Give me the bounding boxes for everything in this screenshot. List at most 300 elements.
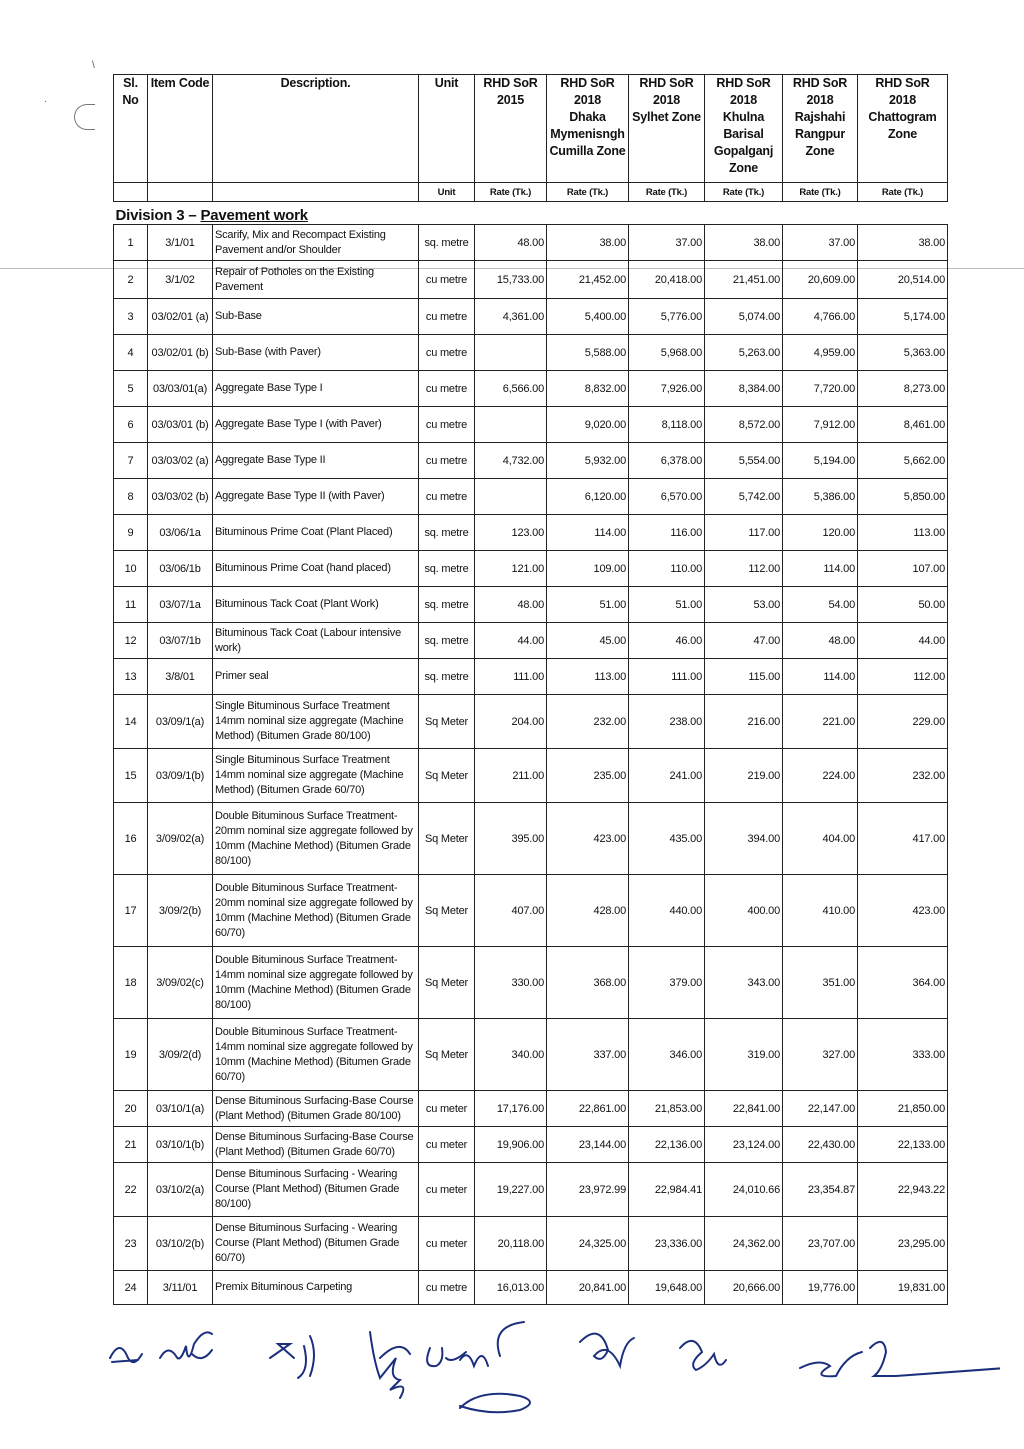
rate-rajshahi-cell: 7,720.00 [783, 371, 858, 407]
unit-cell: cu metre [419, 261, 475, 299]
rate-sylhet-cell: 6,570.00 [629, 479, 705, 515]
rate-2015-cell: 17,176.00 [475, 1091, 547, 1127]
rate-dhaka-cell: 21,452.00 [547, 261, 629, 299]
rate-sylhet-cell: 51.00 [629, 587, 705, 623]
rate-rajshahi-cell: 120.00 [783, 515, 858, 551]
description-cell: Dense Bituminous Surfacing-Base Course (Plant Method) (Bitumen Grade 60/70) [213, 1127, 419, 1163]
description-cell: Aggregate Base Type II [213, 443, 419, 479]
rate-chattogram-cell: 333.00 [858, 1019, 948, 1091]
rate-dhaka-cell: 8,832.00 [547, 371, 629, 407]
rate-rajshahi-cell: 54.00 [783, 587, 858, 623]
rate-sylhet-cell: 111.00 [629, 659, 705, 695]
rate-2015-cell: 211.00 [475, 749, 547, 803]
rate-dhaka-cell: 113.00 [547, 659, 629, 695]
rate-dhaka-cell: 23,144.00 [547, 1127, 629, 1163]
rate-khulna-cell: 216.00 [705, 695, 783, 749]
sl-no-cell: 21 [114, 1127, 148, 1163]
unit-cell: Sq Meter [419, 695, 475, 749]
rate-chattogram-cell: 19,831.00 [858, 1271, 948, 1305]
rate-rajshahi-cell: 19,776.00 [783, 1271, 858, 1305]
description-cell: Bituminous Prime Coat (Plant Placed) [213, 515, 419, 551]
rate-dhaka-cell: 51.00 [547, 587, 629, 623]
unit-cell: Sq Meter [419, 875, 475, 947]
table-row [114, 749, 948, 803]
rate-khulna-cell: 115.00 [705, 659, 783, 695]
sl-no-cell: 16 [114, 803, 148, 875]
sl-no-cell: 1 [114, 225, 148, 261]
rate-chattogram-cell: 113.00 [858, 515, 948, 551]
rate-dhaka-cell: 337.00 [547, 1019, 629, 1091]
unit-cell: cu metre [419, 1271, 475, 1305]
item-code-cell: 03/09/1(a) [148, 695, 213, 749]
division-row [114, 202, 948, 225]
rate-rajshahi-cell: 224.00 [783, 749, 858, 803]
rate-dhaka-cell: 368.00 [547, 947, 629, 1019]
item-code-cell: 3/09/02(a) [148, 803, 213, 875]
rate-dhaka-cell: 5,588.00 [547, 335, 629, 371]
rate-rajshahi-cell: 5,386.00 [783, 479, 858, 515]
sl-no-cell: 5 [114, 371, 148, 407]
rate-schedule-sheet [113, 74, 947, 1305]
signature-2 [160, 1332, 212, 1358]
header-dhaka-zone: RHD SoR 2018 Dhaka Mymenisngh Cumilla Zone [547, 75, 629, 183]
rate-khulna-cell: 400.00 [705, 875, 783, 947]
rate-2015-cell [475, 335, 547, 371]
signature-9 [870, 1342, 1000, 1376]
rate-dhaka-cell: 45.00 [547, 623, 629, 659]
item-code-cell: 3/1/02 [148, 261, 213, 299]
rate-rajshahi-cell: 23,707.00 [783, 1217, 858, 1271]
sl-no-cell: 13 [114, 659, 148, 695]
rate-sylhet-cell: 19,648.00 [629, 1271, 705, 1305]
rate-2015-cell: 48.00 [475, 225, 547, 261]
subheader-unit: Unit [419, 183, 475, 202]
table-row [114, 1019, 948, 1091]
rate-chattogram-cell: 107.00 [858, 551, 948, 587]
header-khulna-zone: RHD SoR 2018 Khulna Barisal Gopalganj Zone [705, 75, 783, 183]
description-cell: Premix Bituminous Carpeting [213, 1271, 419, 1305]
header-description: Description. [213, 75, 419, 183]
header-chattogram-zone: RHD SoR 2018 Chattogram Zone [858, 75, 948, 183]
item-code-cell: 03/03/01 (b) [148, 407, 213, 443]
unit-cell: cu metre [419, 299, 475, 335]
table-row [114, 587, 948, 623]
description-cell: Repair of Potholes on the Existing Pavement [213, 261, 419, 299]
rate-rajshahi-cell: 4,766.00 [783, 299, 858, 335]
rate-sylhet-cell: 23,336.00 [629, 1217, 705, 1271]
rate-khulna-cell: 20,666.00 [705, 1271, 783, 1305]
rate-rajshahi-cell: 22,430.00 [783, 1127, 858, 1163]
description-cell: Primer seal [213, 659, 419, 695]
rate-2015-cell: 121.00 [475, 551, 547, 587]
rate-2015-cell: 330.00 [475, 947, 547, 1019]
description-cell: Single Bituminous Surface Treatment 14mm nominal size aggregate (Machine Method) (Bitumen Grade 60/70) [213, 749, 419, 803]
rate-rajshahi-cell: 20,609.00 [783, 261, 858, 299]
rate-rajshahi-cell: 4,959.00 [783, 335, 858, 371]
table-row [114, 803, 948, 875]
rate-chattogram-cell: 364.00 [858, 947, 948, 1019]
rate-khulna-cell: 5,554.00 [705, 443, 783, 479]
rate-sylhet-cell: 22,984.41 [629, 1163, 705, 1217]
subheader-blank [213, 183, 419, 202]
description-cell: Bituminous Prime Coat (hand placed) [213, 551, 419, 587]
sl-no-cell: 14 [114, 695, 148, 749]
description-cell: Scarify, Mix and Recompact Existing Pavement and/or Shoulder [213, 225, 419, 261]
rate-khulna-cell: 8,384.00 [705, 371, 783, 407]
sl-no-cell: 15 [114, 749, 148, 803]
rate-sylhet-cell: 435.00 [629, 803, 705, 875]
signature-7 [680, 1341, 726, 1370]
rate-rajshahi-cell: 114.00 [783, 551, 858, 587]
header-sylhet-zone: RHD SoR 2018 Sylhet Zone [629, 75, 705, 183]
rate-khulna-cell: 5,742.00 [705, 479, 783, 515]
item-code-cell: 03/07/1a [148, 587, 213, 623]
description-cell: Aggregate Base Type I (with Paver) [213, 407, 419, 443]
rate-sylhet-cell: 440.00 [629, 875, 705, 947]
unit-cell: Sq Meter [419, 803, 475, 875]
rate-chattogram-cell: 5,174.00 [858, 299, 948, 335]
unit-cell: cu meter [419, 1091, 475, 1127]
rate-khulna-cell: 319.00 [705, 1019, 783, 1091]
rate-dhaka-cell: 5,400.00 [547, 299, 629, 335]
signature-3 [270, 1336, 314, 1378]
description-cell: Bituminous Tack Coat (Labour intensive work) [213, 623, 419, 659]
rate-chattogram-cell: 22,133.00 [858, 1127, 948, 1163]
rate-sylhet-cell: 6,378.00 [629, 443, 705, 479]
rate-chattogram-cell: 21,850.00 [858, 1091, 948, 1127]
table-row [114, 479, 948, 515]
rate-chattogram-cell: 50.00 [858, 587, 948, 623]
subheader-rate: Rate (Tk.) [705, 183, 783, 202]
rate-rajshahi-cell: 351.00 [783, 947, 858, 1019]
unit-cell: cu metre [419, 335, 475, 371]
item-code-cell: 03/10/2(a) [148, 1163, 213, 1217]
rate-chattogram-cell: 22,943.22 [858, 1163, 948, 1217]
description-cell: Aggregate Base Type I [213, 371, 419, 407]
rate-2015-cell: 16,013.00 [475, 1271, 547, 1305]
description-cell: Bituminous Tack Coat (Plant Work) [213, 587, 419, 623]
rate-dhaka-cell: 235.00 [547, 749, 629, 803]
sl-no-cell: 17 [114, 875, 148, 947]
rate-khulna-cell: 24,362.00 [705, 1217, 783, 1271]
table-row [114, 551, 948, 587]
table-row [114, 371, 948, 407]
subheader-rate: Rate (Tk.) [629, 183, 705, 202]
rate-2015-cell: 48.00 [475, 587, 547, 623]
unit-cell: sq. metre [419, 225, 475, 261]
scan-speck: · [44, 96, 48, 107]
rate-dhaka-cell: 22,861.00 [547, 1091, 629, 1127]
item-code-cell: 03/10/2(b) [148, 1217, 213, 1271]
sl-no-cell: 8 [114, 479, 148, 515]
rate-sylhet-cell: 238.00 [629, 695, 705, 749]
rate-dhaka-cell: 423.00 [547, 803, 629, 875]
sl-no-cell: 24 [114, 1271, 148, 1305]
rate-2015-cell: 340.00 [475, 1019, 547, 1091]
binder-hole-mark [74, 104, 95, 130]
table-row [114, 659, 948, 695]
unit-cell: cu meter [419, 1127, 475, 1163]
table-row [114, 407, 948, 443]
rate-sylhet-cell: 22,136.00 [629, 1127, 705, 1163]
table-row [114, 1217, 948, 1271]
rate-khulna-cell: 21,451.00 [705, 261, 783, 299]
item-code-cell: 3/09/2(b) [148, 875, 213, 947]
header-rhd-sor-2015: RHD SoR 2015 [475, 75, 547, 183]
item-code-cell: 03/06/1b [148, 551, 213, 587]
rate-khulna-cell: 5,074.00 [705, 299, 783, 335]
rate-sylhet-cell: 379.00 [629, 947, 705, 1019]
rate-rajshahi-cell: 48.00 [783, 623, 858, 659]
item-code-cell: 03/10/1(b) [148, 1127, 213, 1163]
rate-khulna-cell: 22,841.00 [705, 1091, 783, 1127]
rate-2015-cell: 19,906.00 [475, 1127, 547, 1163]
table-row [114, 225, 948, 261]
rate-khulna-cell: 219.00 [705, 749, 783, 803]
item-code-cell: 3/1/01 [148, 225, 213, 261]
rate-rajshahi-cell: 410.00 [783, 875, 858, 947]
description-cell: Sub-Base [213, 299, 419, 335]
rate-dhaka-cell: 232.00 [547, 695, 629, 749]
item-code-cell: 03/02/01 (a) [148, 299, 213, 335]
description-cell: Aggregate Base Type II (with Paver) [213, 479, 419, 515]
table-row [114, 299, 948, 335]
item-code-cell: 3/11/01 [148, 1271, 213, 1305]
rate-dhaka-cell: 38.00 [547, 225, 629, 261]
rate-2015-cell: 6,566.00 [475, 371, 547, 407]
description-cell: Double Bituminous Surface Treatment-20mm nominal size aggregate followed by 10mm (Machine Method) (Bitumen Grade 60/70) [213, 875, 419, 947]
unit-cell: sq. metre [419, 587, 475, 623]
unit-cell: Sq Meter [419, 749, 475, 803]
item-code-cell: 03/03/01(a) [148, 371, 213, 407]
sl-no-cell: 22 [114, 1163, 148, 1217]
unit-cell: cu metre [419, 371, 475, 407]
table-row [114, 335, 948, 371]
table-row [114, 695, 948, 749]
subheader-rate: Rate (Tk.) [475, 183, 547, 202]
unit-cell: cu metre [419, 407, 475, 443]
unit-cell: Sq Meter [419, 947, 475, 1019]
rate-chattogram-cell: 5,850.00 [858, 479, 948, 515]
description-cell: Double Bituminous Surface Treatment-20mm nominal size aggregate followed by 10mm (Machine Method) (Bitumen Grade 80/100) [213, 803, 419, 875]
signature-1 [110, 1348, 142, 1362]
rate-rajshahi-cell: 23,354.87 [783, 1163, 858, 1217]
item-code-cell: 03/03/02 (a) [148, 443, 213, 479]
rate-2015-cell: 15,733.00 [475, 261, 547, 299]
unit-cell: sq. metre [419, 515, 475, 551]
subheader-rate: Rate (Tk.) [547, 183, 629, 202]
rate-dhaka-cell: 23,972.99 [547, 1163, 629, 1217]
unit-cell: sq. metre [419, 659, 475, 695]
unit-rate-subheader-row [114, 183, 948, 202]
table-row [114, 1163, 948, 1217]
rate-sylhet-cell: 5,968.00 [629, 335, 705, 371]
rate-khulna-cell: 112.00 [705, 551, 783, 587]
unit-cell: Sq Meter [419, 1019, 475, 1091]
rate-sylhet-cell: 110.00 [629, 551, 705, 587]
rate-rajshahi-cell: 114.00 [783, 659, 858, 695]
rate-2015-cell: 123.00 [475, 515, 547, 551]
description-cell: Double Bituminous Surface Treatment-14mm nominal size aggregate followed by 10mm (Machine Method) (Bitumen Grade 80/100) [213, 947, 419, 1019]
rate-dhaka-cell: 6,120.00 [547, 479, 629, 515]
item-code-cell: 03/06/1a [148, 515, 213, 551]
rate-chattogram-cell: 5,662.00 [858, 443, 948, 479]
rate-dhaka-cell: 114.00 [547, 515, 629, 551]
rate-sylhet-cell: 21,853.00 [629, 1091, 705, 1127]
rate-2015-cell: 4,732.00 [475, 443, 547, 479]
unit-cell: cu meter [419, 1163, 475, 1217]
rate-chattogram-cell: 8,273.00 [858, 371, 948, 407]
sl-no-cell: 11 [114, 587, 148, 623]
item-code-cell: 3/8/01 [148, 659, 213, 695]
rate-khulna-cell: 394.00 [705, 803, 783, 875]
subheader-blank [114, 183, 148, 202]
header-rajshahi-zone: RHD SoR 2018 Rajshahi Rangpur Zone [783, 75, 858, 183]
rate-rajshahi-cell: 327.00 [783, 1019, 858, 1091]
unit-cell: cu metre [419, 479, 475, 515]
rate-dhaka-cell: 20,841.00 [547, 1271, 629, 1305]
header-unit: Unit [419, 75, 475, 183]
item-code-cell: 03/09/1(b) [148, 749, 213, 803]
rate-dhaka-cell: 428.00 [547, 875, 629, 947]
item-code-cell: 03/07/1b [148, 623, 213, 659]
description-cell: Double Bituminous Surface Treatment-14mm nominal size aggregate followed by 10mm (Machine Method) (Bitumen Grade 60/70) [213, 1019, 419, 1091]
sl-no-cell: 18 [114, 947, 148, 1019]
signature-6 [580, 1334, 634, 1366]
rate-khulna-cell: 47.00 [705, 623, 783, 659]
rate-dhaka-cell: 5,932.00 [547, 443, 629, 479]
sl-no-cell: 19 [114, 1019, 148, 1091]
description-cell: Single Bituminous Surface Treatment 14mm nominal size aggregate (Machine Method) (Bitumen Grade 80/100) [213, 695, 419, 749]
unit-cell: sq. metre [419, 551, 475, 587]
rate-rajshahi-cell: 22,147.00 [783, 1091, 858, 1127]
rate-dhaka-cell: 109.00 [547, 551, 629, 587]
rate-2015-cell: 407.00 [475, 875, 547, 947]
rate-chattogram-cell: 8,461.00 [858, 407, 948, 443]
rate-rajshahi-cell: 5,194.00 [783, 443, 858, 479]
signature-4 [370, 1332, 410, 1398]
rate-sylhet-cell: 7,926.00 [629, 371, 705, 407]
column-header-row [114, 75, 948, 183]
sl-no-cell: 3 [114, 299, 148, 335]
sl-no-cell: 9 [114, 515, 148, 551]
signatures-drawing [100, 1318, 1000, 1428]
header-sl-no: Sl. No [114, 75, 148, 183]
item-code-cell: 3/09/02(c) [148, 947, 213, 1019]
rate-sylhet-cell: 5,776.00 [629, 299, 705, 335]
unit-cell: sq. metre [419, 623, 475, 659]
description-cell: Sub-Base (with Paver) [213, 335, 419, 371]
description-cell: Dense Bituminous Surfacing-Base Course (Plant Method) (Bitumen Grade 80/100) [213, 1091, 419, 1127]
rate-rajshahi-cell: 221.00 [783, 695, 858, 749]
sl-no-cell: 2 [114, 261, 148, 299]
rate-chattogram-cell: 229.00 [858, 695, 948, 749]
rate-sylhet-cell: 346.00 [629, 1019, 705, 1091]
rate-dhaka-cell: 24,325.00 [547, 1217, 629, 1271]
unit-cell: cu metre [419, 443, 475, 479]
rate-khulna-cell: 343.00 [705, 947, 783, 1019]
division-prefix: Division 3 – [115, 207, 201, 224]
rate-2015-cell: 204.00 [475, 695, 547, 749]
table-row [114, 1127, 948, 1163]
rate-chattogram-cell: 417.00 [858, 803, 948, 875]
item-code-cell: 3/09/2(d) [148, 1019, 213, 1091]
rate-2015-cell: 111.00 [475, 659, 547, 695]
rate-rajshahi-cell: 7,912.00 [783, 407, 858, 443]
sl-no-cell: 4 [114, 335, 148, 371]
item-code-cell: 03/03/02 (b) [148, 479, 213, 515]
subheader-blank [148, 183, 213, 202]
signature-8 [800, 1352, 862, 1376]
rate-sylhet-cell: 241.00 [629, 749, 705, 803]
unit-cell: cu meter [419, 1217, 475, 1271]
table-row [114, 515, 948, 551]
rate-khulna-cell: 8,572.00 [705, 407, 783, 443]
division-heading [114, 202, 948, 225]
table-row [114, 947, 948, 1019]
rate-rajshahi-cell: 404.00 [783, 803, 858, 875]
rate-2015-cell: 4,361.00 [475, 299, 547, 335]
scan-speck: \ [92, 60, 95, 71]
item-code-cell: 03/02/01 (b) [148, 335, 213, 371]
rate-sylhet-cell: 8,118.00 [629, 407, 705, 443]
rate-chattogram-cell: 38.00 [858, 225, 948, 261]
rate-chattogram-cell: 20,514.00 [858, 261, 948, 299]
sl-no-cell: 7 [114, 443, 148, 479]
table-row [114, 875, 948, 947]
sl-no-cell: 23 [114, 1217, 148, 1271]
schedule-of-rates-table [113, 74, 948, 1305]
rate-khulna-cell: 5,263.00 [705, 335, 783, 371]
rate-rows [114, 225, 948, 1305]
rate-2015-cell: 20,118.00 [475, 1217, 547, 1271]
rate-rajshahi-cell: 37.00 [783, 225, 858, 261]
rate-chattogram-cell: 44.00 [858, 623, 948, 659]
sl-no-cell: 10 [114, 551, 148, 587]
description-cell: Dense Bituminous Surfacing - Wearing Course (Plant Method) (Bitumen Grade 60/70) [213, 1217, 419, 1271]
item-code-cell: 03/10/1(a) [148, 1091, 213, 1127]
rate-sylhet-cell: 46.00 [629, 623, 705, 659]
sl-no-cell: 20 [114, 1091, 148, 1127]
division-title: Pavement work [200, 207, 308, 224]
subheader-rate: Rate (Tk.) [858, 183, 948, 202]
table-row [114, 443, 948, 479]
signature-block [100, 1318, 1000, 1428]
rate-chattogram-cell: 112.00 [858, 659, 948, 695]
header-item-code: Item Code [148, 75, 213, 183]
rate-khulna-cell: 117.00 [705, 515, 783, 551]
rate-2015-cell [475, 479, 547, 515]
sl-no-cell: 12 [114, 623, 148, 659]
rate-chattogram-cell: 232.00 [858, 749, 948, 803]
rate-2015-cell: 44.00 [475, 623, 547, 659]
subheader-rate: Rate (Tk.) [783, 183, 858, 202]
rate-khulna-cell: 53.00 [705, 587, 783, 623]
rate-sylhet-cell: 37.00 [629, 225, 705, 261]
table-row [114, 623, 948, 659]
rate-2015-cell [475, 407, 547, 443]
rate-chattogram-cell: 423.00 [858, 875, 948, 947]
rate-chattogram-cell: 23,295.00 [858, 1217, 948, 1271]
rate-khulna-cell: 38.00 [705, 225, 783, 261]
table-row [114, 261, 948, 299]
rate-khulna-cell: 24,010.66 [705, 1163, 783, 1217]
rate-chattogram-cell: 5,363.00 [858, 335, 948, 371]
description-cell: Dense Bituminous Surfacing - Wearing Course (Plant Method) (Bitumen Grade 80/100) [213, 1163, 419, 1217]
rate-2015-cell: 19,227.00 [475, 1163, 547, 1217]
table-row [114, 1271, 948, 1305]
rate-dhaka-cell: 9,020.00 [547, 407, 629, 443]
